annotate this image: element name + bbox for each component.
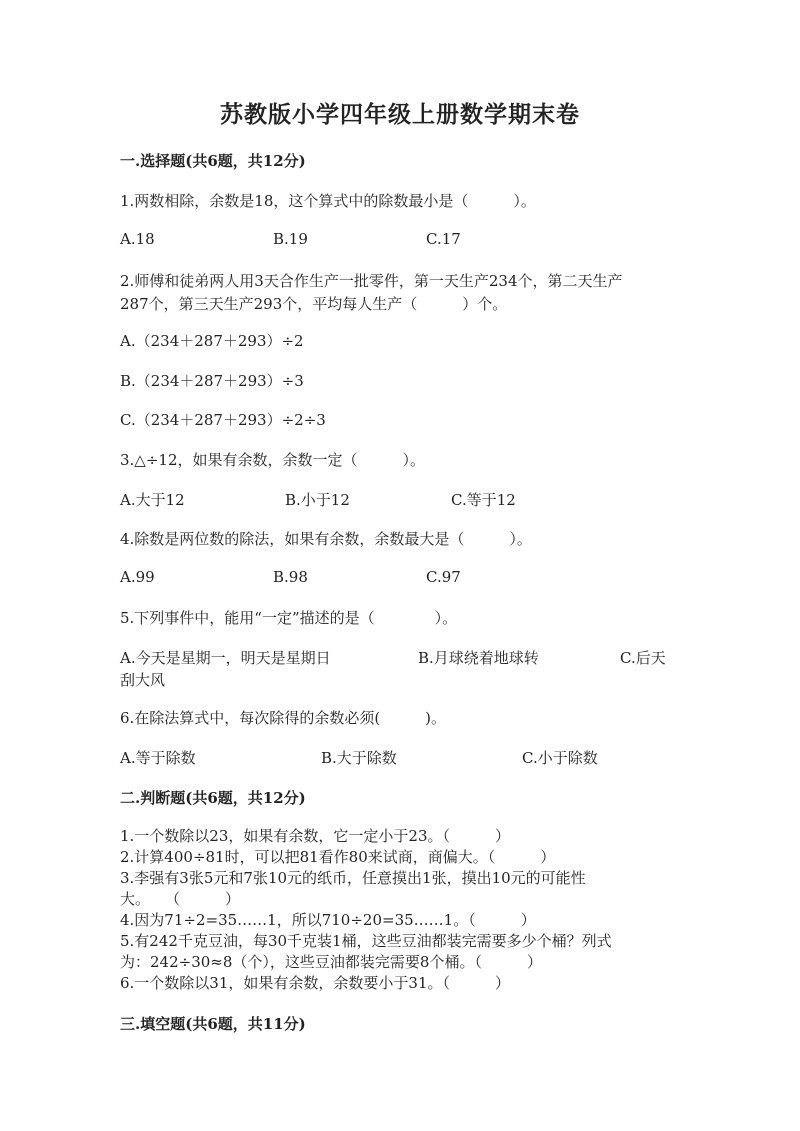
question-5-option-c-line1: C.后天 [620, 649, 666, 667]
judgement-line: 1.一个数除以23，如果有余数，它一定小于23。（ ） [120, 827, 510, 845]
judgement-line: 6.一个数除以31，如果有余数，余数要小于31。（ ） [120, 974, 510, 992]
section-heading-choice: 一.选择题(共6题，共12分) [120, 152, 306, 170]
question-5-option-a: A.今天是星期一，明天是星期日 [120, 649, 331, 667]
question-5-option-b: B.月球绕着地球转 [418, 649, 539, 667]
question-6-option-c: C.小于除数 [522, 749, 598, 767]
question-5-option-c-line2: 刮大风 [120, 671, 166, 689]
question-2-option-a: A.（234＋287＋293）÷2 [120, 332, 304, 350]
question-6-stem: 6.在除法算式中，每次除得的余数必须( )。 [120, 709, 447, 727]
question-2-stem-line2: 287个，第三天生产293个，平均每人生产（ ）个。 [120, 295, 508, 313]
question-2-option-b: B.（234＋287＋293）÷3 [120, 372, 304, 390]
judgement-line: 3.李强有3张5元和7张10元的纸币，任意摸出1张，摸出10元的可能性 [120, 869, 586, 887]
judgement-line: 4.因为71÷2=35……1，所以710÷20=35……1。（ ） [120, 911, 536, 929]
question-4-option-b: B.98 [273, 568, 308, 586]
section-heading-fill-in: 三.填空题(共6题，共11分) [120, 1015, 306, 1033]
question-3-option-a: A.大于12 [120, 491, 185, 509]
question-3-stem: 3.△÷12，如果有余数，余数一定（ ）。 [120, 451, 426, 469]
question-4-option-a: A.99 [120, 568, 155, 586]
question-1-stem: 1.两数相除，余数是18，这个算式中的除数最小是（ ）。 [120, 192, 536, 210]
page-title: 苏教版小学四年级上册数学期末卷 [220, 101, 580, 128]
judgement-line: 5.有242千克豆油，每30千克装1桶，这些豆油都装完需要多少个桶？列式 [120, 932, 612, 950]
question-1-option-c: C.17 [426, 230, 461, 248]
question-6-option-b: B.大于除数 [321, 749, 397, 767]
question-4-option-c: C.97 [426, 568, 461, 586]
question-4-stem: 4.除数是两位数的除法，如果有余数，余数最大是（ ）。 [120, 530, 532, 548]
question-2-option-c: C.（234＋287＋293）÷2÷3 [120, 411, 326, 429]
judgement-line: 大。 （ ） [120, 890, 241, 908]
section-heading-judgement: 二.判断题(共6题，共12分) [120, 789, 306, 807]
judgement-line: 2.计算400÷81时，可以把81看作80来试商，商偏大。（ ） [120, 848, 556, 866]
question-3-option-c: C.等于12 [451, 491, 516, 509]
question-2-stem-line1: 2.师傅和徒弟两人用3天合作生产一批零件，第一天生产234个，第二天生产 [120, 272, 623, 290]
question-3-option-b: B.小于12 [285, 491, 350, 509]
question-1-option-b: B.19 [273, 230, 308, 248]
judgement-line: 为：242÷30≈8（个），这些豆油都装完需要8个桶。（ ） [120, 953, 542, 971]
question-1-option-a: A.18 [120, 230, 155, 248]
question-6-option-a: A.等于除数 [120, 749, 196, 767]
question-5-stem: 5.下列事件中，能用“一定”描述的是（ ）。 [120, 609, 458, 627]
